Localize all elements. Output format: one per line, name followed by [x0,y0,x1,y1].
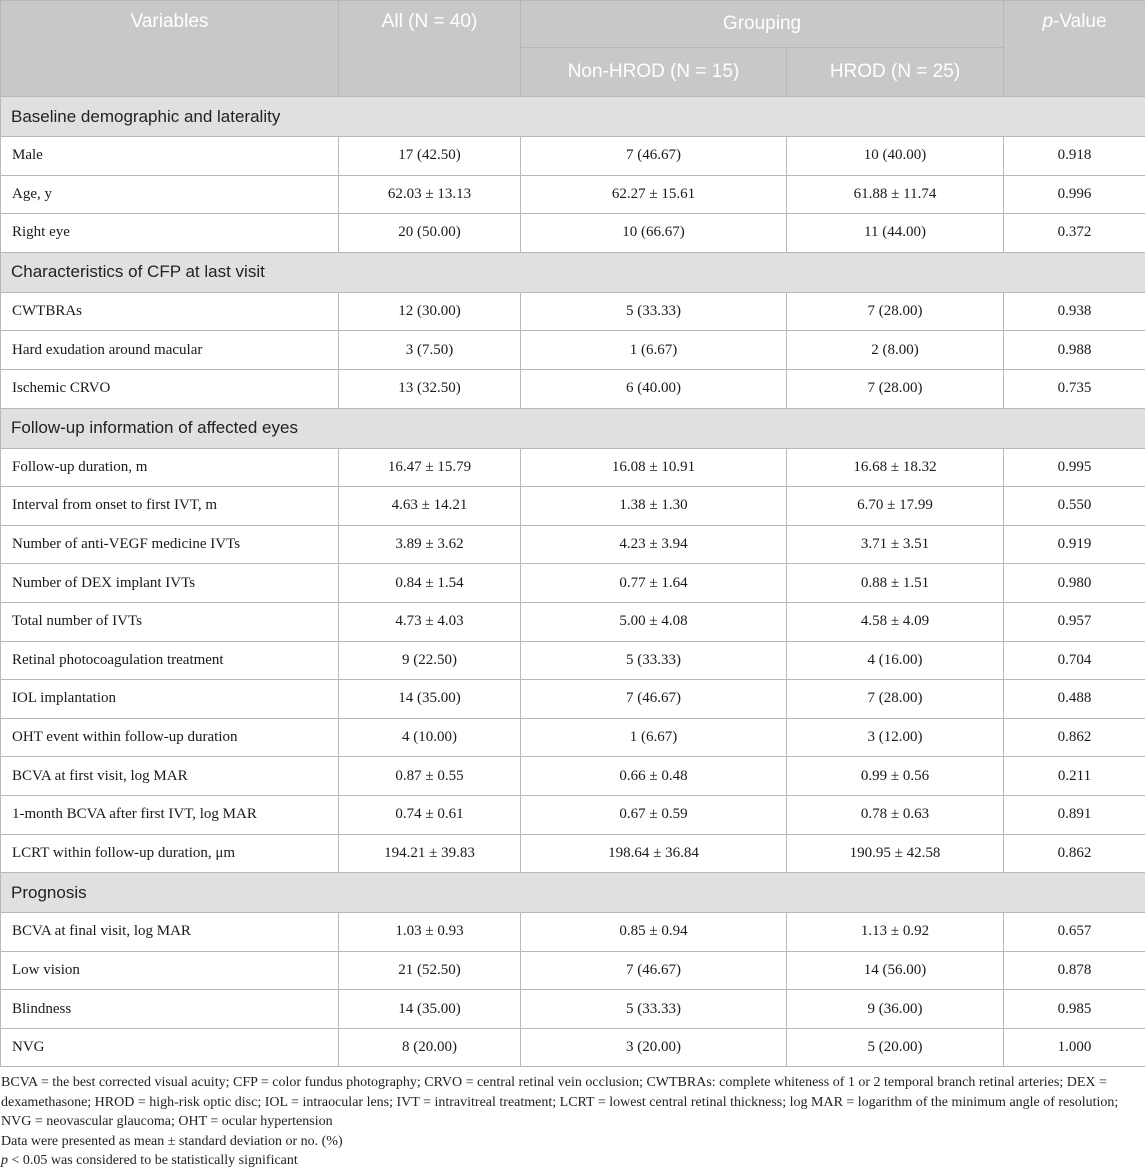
cell-p-value: 0.919 [1004,525,1145,564]
cell-variable: Ischemic CRVO [1,369,339,408]
cell-p-value: 0.704 [1004,641,1145,680]
table-row [1,292,1145,331]
cell-variable: 1-month BCVA after first IVT, log MAR [1,795,339,834]
cell-hrod: 11 (44.00) [787,214,1004,253]
header-non-hrod: Non-HROD (N = 15) [521,48,787,97]
cell-all: 17 (42.50) [339,137,521,176]
cell-all: 3 (7.50) [339,331,521,370]
cell-hrod: 2 (8.00) [787,331,1004,370]
cell-non-hrod: 7 (46.67) [521,951,787,990]
cell-all: 0.84 ± 1.54 [339,564,521,603]
cell-all: 14 (35.00) [339,680,521,719]
cell-non-hrod: 7 (46.67) [521,680,787,719]
cell-hrod: 0.99 ± 0.56 [787,757,1004,796]
table-row [1,487,1145,526]
cell-non-hrod: 0.67 ± 0.59 [521,795,787,834]
cell-variable: Male [1,137,339,176]
cell-hrod: 5 (20.00) [787,1028,1004,1067]
header-all: All (N = 40) [339,1,521,97]
cell-non-hrod: 198.64 ± 36.84 [521,834,787,873]
table-row [1,369,1145,408]
cell-all: 16.47 ± 15.79 [339,448,521,487]
footnote-significance-text: < 0.05 was considered to be statistically significant [8,1153,298,1169]
cell-all: 9 (22.50) [339,641,521,680]
cell-variable: LCRT within follow-up duration, μm [1,834,339,873]
cell-p-value: 0.211 [1004,757,1145,796]
cell-hrod: 4.58 ± 4.09 [787,602,1004,641]
cell-hrod: 7 (28.00) [787,680,1004,719]
table-row [1,137,1145,176]
cell-variable: Right eye [1,214,339,253]
table-row [1,718,1145,757]
table-row [1,331,1145,370]
cell-non-hrod: 6 (40.00) [521,369,787,408]
table-row [1,757,1145,796]
cell-all: 4 (10.00) [339,718,521,757]
table-row [1,525,1145,564]
cell-variable: Follow-up duration, m [1,448,339,487]
section-row [1,252,1145,292]
cell-non-hrod: 1.38 ± 1.30 [521,487,787,526]
cell-non-hrod: 0.85 ± 0.94 [521,913,787,952]
cell-hrod: 10 (40.00) [787,137,1004,176]
cell-non-hrod: 16.08 ± 10.91 [521,448,787,487]
cell-hrod: 3.71 ± 3.51 [787,525,1004,564]
cell-variable: CWTBRAs [1,292,339,331]
cell-p-value: 0.657 [1004,913,1145,952]
cell-hrod: 0.88 ± 1.51 [787,564,1004,603]
cell-all: 14 (35.00) [339,990,521,1029]
cell-non-hrod: 5 (33.33) [521,641,787,680]
cell-non-hrod: 7 (46.67) [521,137,787,176]
cell-non-hrod: 5 (33.33) [521,292,787,331]
table-row [1,641,1145,680]
section-row [1,873,1145,913]
cell-hrod: 4 (16.00) [787,641,1004,680]
cell-p-value: 0.862 [1004,718,1145,757]
cell-p-value: 0.996 [1004,175,1145,214]
cell-variable: Hard exudation around macular [1,331,339,370]
cell-p-value: 0.988 [1004,331,1145,370]
cell-hrod: 3 (12.00) [787,718,1004,757]
cell-variable: Total number of IVTs [1,602,339,641]
cell-variable: Blindness [1,990,339,1029]
cell-all: 4.63 ± 14.21 [339,487,521,526]
cell-hrod: 7 (28.00) [787,369,1004,408]
table-row [1,448,1145,487]
cell-non-hrod: 62.27 ± 15.61 [521,175,787,214]
header-grouping: Grouping [521,1,1004,48]
header-p-rest: -Value [1053,11,1107,32]
cell-hrod: 14 (56.00) [787,951,1004,990]
cell-variable: Number of DEX implant IVTs [1,564,339,603]
section-title: Follow-up information of affected eyes [1,408,1145,448]
header-p-italic: p [1042,11,1054,32]
cell-p-value: 0.735 [1004,369,1145,408]
cell-non-hrod: 0.66 ± 0.48 [521,757,787,796]
cell-p-value: 0.918 [1004,137,1145,176]
footnote-p-italic: p [1,1153,8,1169]
cell-non-hrod: 5.00 ± 4.08 [521,602,787,641]
cell-all: 62.03 ± 13.13 [339,175,521,214]
header-hrod: HROD (N = 25) [787,48,1004,97]
table-row [1,951,1145,990]
table-row [1,913,1145,952]
cell-p-value: 0.938 [1004,292,1145,331]
table-row [1,214,1145,253]
cell-non-hrod: 0.77 ± 1.64 [521,564,787,603]
cell-all: 13 (32.50) [339,369,521,408]
cell-variable: Number of anti-VEGF medicine IVTs [1,525,339,564]
cell-all: 3.89 ± 3.62 [339,525,521,564]
table-row [1,564,1145,603]
cell-variable: Age, y [1,175,339,214]
cell-variable: Retinal photocoagulation treatment [1,641,339,680]
cell-p-value: 0.372 [1004,214,1145,253]
cell-variable: Interval from onset to first IVT, m [1,487,339,526]
cell-variable: Low vision [1,951,339,990]
footnote-abbreviations: BCVA = the best corrected visual acuity; CFP = color fundus photography; CRVO = central retinal vein occlusion; CWTBRAs: complete whiteness of 1 or 2 temporal branch retinal arteries; DEX = dexamethasone; HROD = high-risk optic disc; IOL = intraocular lens; IVT = intravitreal treatment; LCRT = lowest central retinal thickness; log MAR = logarithm of the minimum angle of resolution; NVG = neovascular glaucoma; OHT = ocular hypertension [1,1075,1119,1130]
cell-p-value: 0.878 [1004,951,1145,990]
section-title: Baseline demographic and laterality [1,97,1145,137]
cell-variable: OHT event within follow-up duration [1,718,339,757]
cell-p-value: 0.891 [1004,795,1145,834]
table-body [1,97,1145,1067]
cell-all: 12 (30.00) [339,292,521,331]
cell-variable: BCVA at final visit, log MAR [1,913,339,952]
table-row [1,990,1145,1029]
cell-all: 1.03 ± 0.93 [339,913,521,952]
cell-all: 0.87 ± 0.55 [339,757,521,796]
cell-all: 194.21 ± 39.83 [339,834,521,873]
cell-all: 8 (20.00) [339,1028,521,1067]
cell-all: 0.74 ± 0.61 [339,795,521,834]
table-row [1,1028,1145,1067]
cell-non-hrod: 3 (20.00) [521,1028,787,1067]
table-footnotes [0,1073,1145,1171]
cell-variable: NVG [1,1028,339,1067]
section-row [1,408,1145,448]
table-row [1,602,1145,641]
table-row [1,175,1145,214]
cell-p-value: 0.862 [1004,834,1145,873]
cell-non-hrod: 5 (33.33) [521,990,787,1029]
cell-p-value: 0.995 [1004,448,1145,487]
cell-p-value: 0.957 [1004,602,1145,641]
cell-hrod: 6.70 ± 17.99 [787,487,1004,526]
cell-hrod: 16.68 ± 18.32 [787,448,1004,487]
cell-non-hrod: 10 (66.67) [521,214,787,253]
cell-variable: BCVA at first visit, log MAR [1,757,339,796]
section-row [1,97,1145,137]
table-row [1,680,1145,719]
cell-hrod: 1.13 ± 0.92 [787,913,1004,952]
table-row [1,795,1145,834]
cell-all: 21 (52.50) [339,951,521,990]
cell-p-value: 0.550 [1004,487,1145,526]
cell-p-value: 1.000 [1004,1028,1145,1067]
cell-non-hrod: 1 (6.67) [521,331,787,370]
cell-non-hrod: 4.23 ± 3.94 [521,525,787,564]
cell-hrod: 190.95 ± 42.58 [787,834,1004,873]
table-row [1,834,1145,873]
cell-p-value: 0.980 [1004,564,1145,603]
footnote-significance [1,1151,1145,1171]
cell-non-hrod: 1 (6.67) [521,718,787,757]
header-variables: Variables [1,1,339,97]
footnote-data-presentation: Data were presented as mean ± standard deviation or no. (%) [1,1133,343,1149]
cell-p-value: 0.985 [1004,990,1145,1029]
header-p-value [1004,1,1145,97]
cell-hrod: 9 (36.00) [787,990,1004,1029]
cell-hrod: 7 (28.00) [787,292,1004,331]
cell-p-value: 0.488 [1004,680,1145,719]
cell-hrod: 61.88 ± 11.74 [787,175,1004,214]
cell-all: 4.73 ± 4.03 [339,602,521,641]
header-row-1 [1,1,1145,48]
cell-variable: IOL implantation [1,680,339,719]
section-title: Prognosis [1,873,1145,913]
section-title: Characteristics of CFP at last visit [1,252,1145,292]
cell-all: 20 (50.00) [339,214,521,253]
cell-hrod: 0.78 ± 0.63 [787,795,1004,834]
